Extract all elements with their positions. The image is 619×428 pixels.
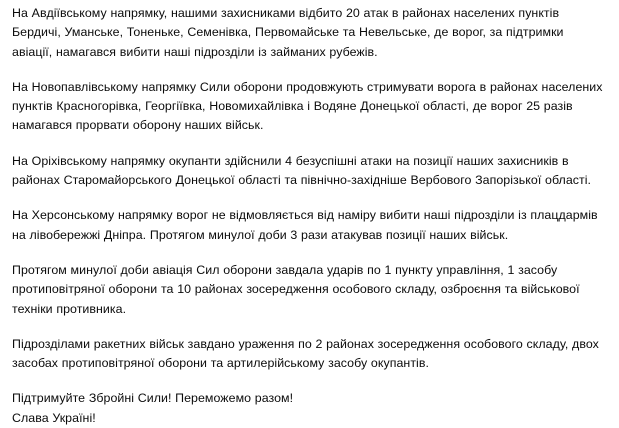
closing-line-glory: Слава Україні! — [12, 410, 96, 425]
closing-line-support: Підтримуйте Збройні Сили! Переможемо разом! — [12, 391, 294, 406]
paragraph-avdiivka: На Авдіївському напрямку, нашими захисниками відбито 20 атак в районах населених пунктів Бердичі, Уманське, Тоненьке, Семенівка, Первомайське та Невельське, де ворог, за підтримки авіації, намагався вибити наші підрозділи із займаних рубежів. — [12, 6, 564, 59]
paragraph-missile-troops: Підрозділами ракетних військ завдано ураження по 2 районах зосередження особового складу, двох засобах протиповітряної оборони та артилерійському засобу окупантів. — [12, 336, 599, 371]
paragraph-aviation: Протягом минулої доби авіація Сил оборони завдала ударів по 1 пункту управління, 1 засобу протиповітряної оборони та 10 районах зосередження особового складу, озброєння та військової техніки противника. — [12, 262, 580, 316]
closing-block — [12, 389, 605, 428]
paragraph-kherson: На Херсонському напрямку ворог не відмовляється від наміру вибити наші підрозділи із плацдармів на лівобережжі Дніпра. Протягом минулої доби 3 рази атакував позиції наших військ. — [12, 208, 598, 242]
paragraph-novopavlivka: На Новопавлівському напрямку Сили оборони продовжують стримувати ворога в районах населених пунктів Красногорівка, Георгіївка, Новомихайлівка і Водяне Донецької області, де ворог 25 разів намагався прорвати оборону наших військ. — [12, 79, 603, 133]
paragraph-orikhiv: На Оріхівському напрямку окупанти здійснили 4 безуспішні атаки на позиції наших захисників в районах Старомайорського Донецької області та північно-західніше Вербового Запорізької області. — [12, 153, 592, 188]
